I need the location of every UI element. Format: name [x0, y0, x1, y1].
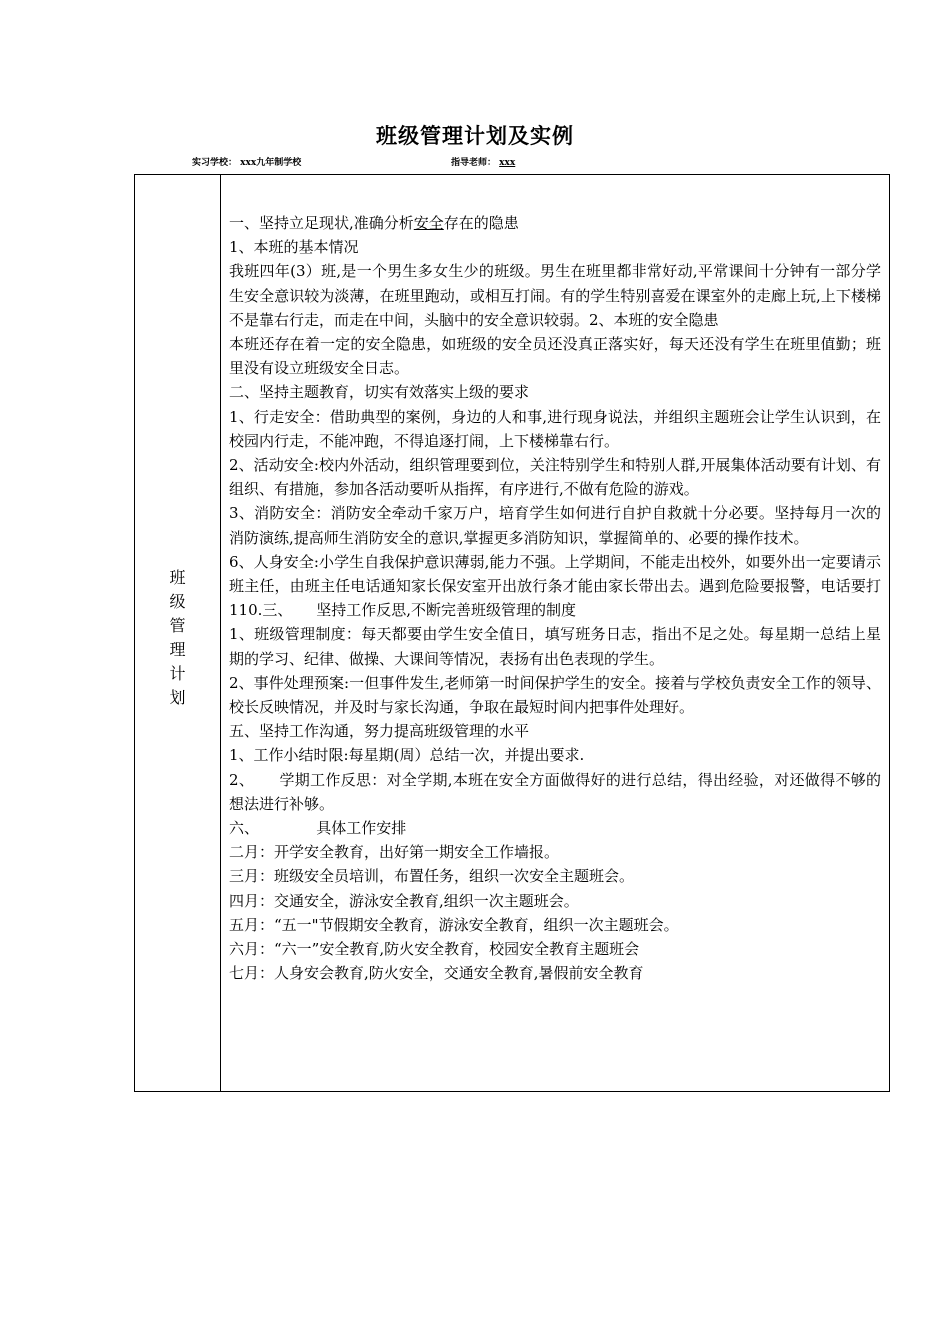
paragraph: 一、坚持立足现状,准确分析安全存在的隐患 — [229, 214, 519, 232]
paragraph: 五月：“五一"节假期安全教育，游泳安全教育，组织一次主题班会。 — [229, 915, 679, 934]
paragraph: 二、坚持主题教育，切实有效落实上级的要求 — [229, 383, 530, 402]
paragraph: 1、工作小结时限:每星期(周）总结一次，并提出要求. — [229, 746, 585, 765]
row-label: 班级管理计划 — [169, 568, 186, 707]
paragraph: 四月：交通安全，游泳安全教育,组织一次主题班会。 — [229, 891, 579, 910]
school-label: 实习学校： — [192, 158, 238, 168]
teacher-value: xxx — [499, 158, 516, 168]
teacher-label: 指导老师： — [451, 158, 497, 168]
paragraph: 1、行走安全：借助典型的案例，身边的人和事,进行现身说法，并组织主题班会让学生认识到，在校园内行走，不能冲跑，不得追逐打闹，上下楼梯靠右行。 — [229, 407, 881, 450]
plan-table — [134, 174, 890, 1092]
document-title: 班级管理计划及实例 — [376, 123, 574, 148]
content-cell — [221, 175, 889, 1091]
teacher-meta — [451, 155, 515, 168]
paragraph: 本班还存在着一定的安全隐患，如班级的安全员还没真正落实好，每天还没有学生在班里值勤；班里没有设立班级安全日志。 — [229, 335, 881, 378]
paragraph: 2、 学期工作反思：对全学期,本班在安全方面做得好的进行总结，得出经验，对还做得不够的想法进行补够。 — [229, 770, 881, 813]
paragraph: 五、坚持工作沟通，努力提高班级管理的水平 — [229, 722, 530, 741]
paragraph: 1、班级管理制度：每天都要由学生安全值日，填写班务日志，指出不足之处。每星期一总结上星期的学习、纪律、做操、大课间等情况，表扬有出色表现的学生。 — [229, 625, 881, 668]
paragraph: 三月：班级安全员培训，布置任务，组织一次安全主题班会。 — [229, 867, 635, 886]
paragraph: 七月：人身安会教育,防火安全，交通安全教育,暑假前安全教育 — [229, 964, 644, 983]
row-label-cell — [135, 175, 221, 1091]
paragraph: 3、消防安全：消防安全牵动千家万户，培育学生如何进行自护自救就十分必要。坚持每月一次的消防演练,提高师生消防安全的意识,掌握更多消防知识，掌握简单的、必要的操作技术。 — [229, 504, 881, 547]
paragraph: 2、事件处理预案:一但事件发生,老师第一时间保护学生的安全。接着与学校负责安全工作的领导、校长反映情况，并及时与家长沟通，争取在最短时间内把事件处理好。 — [229, 673, 881, 717]
school-meta — [192, 155, 301, 168]
paragraph: 六月：“六一”安全教育,防火安全教育，校园安全教育主题班会 — [229, 940, 640, 959]
paragraph: 六、 具体工作安排 — [229, 819, 407, 838]
paragraph: 二月：开学安全教育，出好第一期安全工作墙报。 — [229, 843, 560, 862]
paragraph: 6、人身安全:小学生自我保护意识薄弱,能力不强。上学期间，不能走出校外，如要外出一定要请示班主任，由班主任电话通知家长保安室开出放行条才能由家长带出去。遇到危险要报警，电话要打 110.三、 坚持工作反思,不断完善班级管理的制度 — [229, 552, 881, 620]
paragraph: 1、本班的基本情况 — [229, 238, 359, 257]
paragraph: 2、活动安全:校内外活动，组织管理要到位，关注特别学生和特别人群,开展集体活动要有计划、有组织、有措施，参加各活动要听从指挥，有序进行,不做有危险的游戏。 — [229, 456, 881, 499]
school-value: xxx九年制学校 — [240, 158, 302, 168]
paragraph: 我班四年(3）班,是一个男生多女生少的班级。男生在班里都非常好动,平常课间十分钟有一部分学生安全意识较为淡薄，在班里跑动，或相互打闹。有的学生特别喜爱在课室外的走廊上玩,上下楼梯不是靠右行走，而走在中间，头脑中的安全意识较弱。2、本班的安全隐患 — [229, 262, 881, 329]
